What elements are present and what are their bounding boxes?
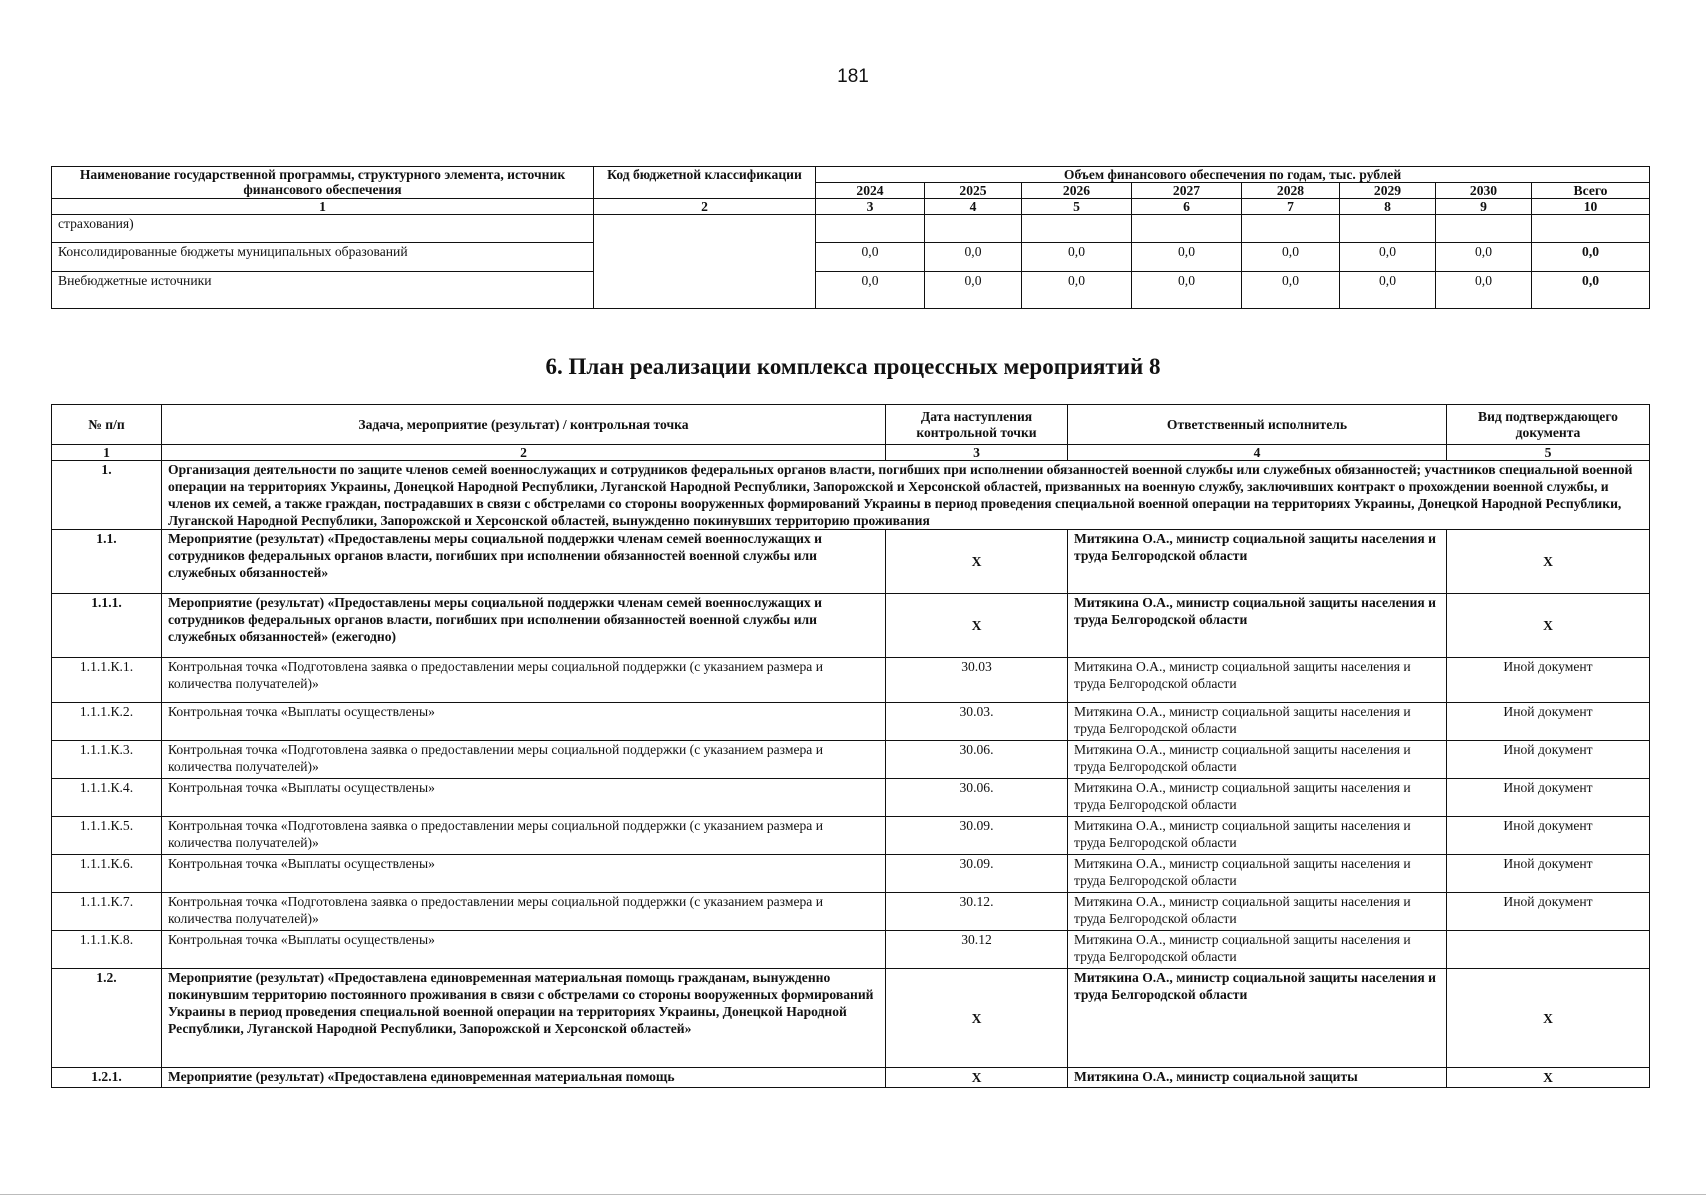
- finance-code-cell: [594, 215, 816, 309]
- row-date: 30.12.: [886, 893, 1068, 931]
- row-date: 30.03: [886, 658, 1068, 703]
- row-date: 30.12: [886, 931, 1068, 969]
- row-text: Контрольная точка «Подготовлена заявка о предоставлении меры социальной поддержки (с указанием размера и количества получателей)»: [162, 741, 886, 779]
- row-responsible: Митякина О.А., министр социальной защиты населения и труда Белгородской области: [1068, 530, 1447, 594]
- row-responsible: Митякина О.А., министр социальной защиты: [1068, 1068, 1447, 1088]
- row-doc: Иной документ: [1447, 741, 1650, 779]
- finance-value: 0,0: [816, 272, 925, 309]
- row-doc: Иной документ: [1447, 817, 1650, 855]
- total-header: Всего: [1532, 183, 1650, 199]
- finance-total: 0,0: [1532, 243, 1650, 272]
- finance-header-name: Наименование государственной программы, структурного элемента, источник финансового обеспечения: [52, 167, 594, 199]
- plan-row: [52, 779, 1650, 817]
- row-responsible: Митякина О.А., министр социальной защиты населения и труда Белгородской области: [1068, 703, 1447, 741]
- year-header: 2025: [925, 183, 1022, 199]
- row-doc: Иной документ: [1447, 855, 1650, 893]
- finance-value: 0,0: [1340, 272, 1436, 309]
- row-doc: Иной документ: [1447, 779, 1650, 817]
- finance-value: 0,0: [816, 243, 925, 272]
- row-number: 1.1.: [52, 530, 162, 594]
- row-responsible: Митякина О.А., министр социальной защиты населения и труда Белгородской области: [1068, 594, 1447, 658]
- row-responsible: Митякина О.А., министр социальной защиты населения и труда Белгородской области: [1068, 855, 1447, 893]
- row-number: 1.1.1.К.3.: [52, 741, 162, 779]
- year-header: 2029: [1340, 183, 1436, 199]
- col-number: 6: [1132, 199, 1242, 215]
- row-doc: Иной документ: [1447, 658, 1650, 703]
- row-doc: X: [1447, 530, 1650, 594]
- row-date: X: [886, 530, 1068, 594]
- scan-edge-line: [0, 1194, 1706, 1195]
- plan-row: [52, 817, 1650, 855]
- col-number: 4: [925, 199, 1022, 215]
- plan-row: [52, 1068, 1650, 1088]
- plan-header-num: № п/п: [52, 405, 162, 445]
- plan-row: [52, 969, 1650, 1068]
- finance-value: 0,0: [1132, 243, 1242, 272]
- row-date: X: [886, 594, 1068, 658]
- row-responsible: Митякина О.А., министр социальной защиты населения и труда Белгородской области: [1068, 658, 1447, 703]
- finance-header-row: [52, 167, 1650, 183]
- col-number: 8: [1340, 199, 1436, 215]
- row-responsible: Митякина О.А., министр социальной защиты населения и труда Белгородской области: [1068, 931, 1447, 969]
- col-number: 3: [816, 199, 925, 215]
- col-number: 9: [1436, 199, 1532, 215]
- row-number: 1.1.1.К.4.: [52, 779, 162, 817]
- row-responsible: Митякина О.А., министр социальной защиты населения и труда Белгородской области: [1068, 817, 1447, 855]
- finance-value: [1022, 215, 1132, 243]
- finance-value: [1132, 215, 1242, 243]
- row-number: 1.1.1.К.5.: [52, 817, 162, 855]
- row-doc: X: [1447, 1068, 1650, 1088]
- col-number: 1: [52, 199, 594, 215]
- finance-colnum-row: [52, 199, 1650, 215]
- year-header: 2026: [1022, 183, 1132, 199]
- row-number: 1.1.1.К.7.: [52, 893, 162, 931]
- row-number: 1.1.1.: [52, 594, 162, 658]
- col-number: 5: [1022, 199, 1132, 215]
- row-date: 30.06.: [886, 741, 1068, 779]
- plan-row: [52, 741, 1650, 779]
- row-number: 1.2.1.: [52, 1068, 162, 1088]
- row-text: Контрольная точка «Подготовлена заявка о предоставлении меры социальной поддержки (с указанием размера и количества получателей)»: [162, 817, 886, 855]
- finance-header-code: Код бюджетной классификации: [594, 167, 816, 199]
- plan-colnum-row: [52, 445, 1650, 461]
- finance-row-name: Внебюджетные источники: [52, 272, 594, 309]
- finance-value: [1436, 215, 1532, 243]
- row-doc: X: [1447, 969, 1650, 1068]
- row-text: Мероприятие (результат) «Предоставлена единовременная материальная помощь: [162, 1068, 886, 1088]
- page-number: 181: [837, 66, 869, 87]
- finance-value: [1532, 215, 1650, 243]
- row-responsible: Митякина О.А., министр социальной защиты населения и труда Белгородской области: [1068, 741, 1447, 779]
- plan-row: [52, 855, 1650, 893]
- row-number: 1.1.1.К.6.: [52, 855, 162, 893]
- col-number: 2: [594, 199, 816, 215]
- col-number: 7: [1242, 199, 1340, 215]
- plan-row: [52, 594, 1650, 658]
- row-responsible: Митякина О.А., министр социальной защиты населения и труда Белгородской области: [1068, 969, 1447, 1068]
- task-text: Организация деятельности по защите членов семей военнослужащих и сотрудников федеральных органов власти, погибших при исполнении обязанностей военной службы или служебных обязанностей; участников специальной военной операции на территориях Украины, Донецкой Народной Республики, Луганской Народной Республики, Запорожской и Херсонской областей, призванных на военную службу, заключивших контракт о прохождении военной службы, и членов их семей, а также граждан, пострадавших в связи с обстрелами со стороны вооруженных формирований Украины в период проведения специальной военной операции на территориях Украины, Донецкой Народной Республики, Луганской Народной Республики, Запорожской и Херсонской областей, вынужденно покинувших территорию проживания: [162, 461, 1650, 530]
- year-header: 2028: [1242, 183, 1340, 199]
- finance-value: 0,0: [1022, 243, 1132, 272]
- row-date: X: [886, 1068, 1068, 1088]
- plan-row: [52, 931, 1650, 969]
- finance-value: 0,0: [1436, 243, 1532, 272]
- col-number: 3: [886, 445, 1068, 461]
- plan-row: [52, 530, 1650, 594]
- col-number: 4: [1068, 445, 1447, 461]
- finance-row: [52, 272, 1650, 309]
- finance-value: [1242, 215, 1340, 243]
- finance-value: 0,0: [1340, 243, 1436, 272]
- row-text: Контрольная точка «Подготовлена заявка о предоставлении меры социальной поддержки (с указанием размера и количества получателей)»: [162, 893, 886, 931]
- row-doc: X: [1447, 594, 1650, 658]
- plan-header-date: Дата наступления контрольной точки: [886, 405, 1068, 445]
- row-date: X: [886, 969, 1068, 1068]
- plan-row: [52, 658, 1650, 703]
- row-number: 1.1.1.К.2.: [52, 703, 162, 741]
- plan-header-doc: Вид подтверждающего документа: [1447, 405, 1650, 445]
- finance-value: 0,0: [1436, 272, 1532, 309]
- row-text: Мероприятие (результат) «Предоставлены меры социальной поддержки членам семей военнослужащих и сотрудников федеральных органов власти, погибших при исполнении обязанностей военной службы или служебных обязанностей»: [162, 530, 886, 594]
- row-text: Контрольная точка «Выплаты осуществлены»: [162, 931, 886, 969]
- row-doc: Иной документ: [1447, 893, 1650, 931]
- row-date: 30.09.: [886, 817, 1068, 855]
- finance-row-name: страхования): [52, 215, 594, 243]
- col-number: 5: [1447, 445, 1650, 461]
- plan-table: [51, 404, 1650, 1088]
- year-header: 2027: [1132, 183, 1242, 199]
- col-number: 10: [1532, 199, 1650, 215]
- row-responsible: Митякина О.А., министр социальной защиты населения и труда Белгородской области: [1068, 893, 1447, 931]
- plan-row: [52, 703, 1650, 741]
- row-number: 1.1.1.К.1.: [52, 658, 162, 703]
- finance-row: [52, 215, 1650, 243]
- row-text: Контрольная точка «Выплаты осуществлены»: [162, 855, 886, 893]
- plan-header-responsible: Ответственный исполнитель: [1068, 405, 1447, 445]
- row-date: 30.03.: [886, 703, 1068, 741]
- finance-total: 0,0: [1532, 272, 1650, 309]
- row-text: Контрольная точка «Выплаты осуществлены»: [162, 779, 886, 817]
- row-date: 30.06.: [886, 779, 1068, 817]
- task-row: [52, 461, 1650, 530]
- row-number: 1.2.: [52, 969, 162, 1068]
- plan-row: [52, 893, 1650, 931]
- row-date: 30.09.: [886, 855, 1068, 893]
- finance-value: 0,0: [1132, 272, 1242, 309]
- row-number: 1.: [52, 461, 162, 530]
- finance-value: 0,0: [1242, 243, 1340, 272]
- plan-header-row: [52, 405, 1650, 445]
- row-number: 1.1.1.К.8.: [52, 931, 162, 969]
- row-responsible: Митякина О.А., министр социальной защиты населения и труда Белгородской области: [1068, 779, 1447, 817]
- finance-value: [1340, 215, 1436, 243]
- finance-header-volume: Объем финансового обеспечения по годам, тыс. рублей: [816, 167, 1650, 183]
- row-text: Контрольная точка «Подготовлена заявка о предоставлении меры социальной поддержки (с указанием размера и количества получателей)»: [162, 658, 886, 703]
- finance-value: 0,0: [925, 243, 1022, 272]
- row-text: Мероприятие (результат) «Предоставлена единовременная материальная помощь гражданам, вынужденно покинувшим территорию постоянного проживания в связи с обстрелами со стороны вооруженных формирований Украины в период проведения специальной военной операции на территориях Украины, Донецкой Народной Республики, Луганской Народной Республики, Запорожской и Херсонской областей»: [162, 969, 886, 1068]
- row-text: Мероприятие (результат) «Предоставлены меры социальной поддержки членам семей военнослужащих и сотрудников федеральных органов власти, погибших при исполнении обязанностей военной службы или служебных обязанностей» (ежегодно): [162, 594, 886, 658]
- finance-row-name: Консолидированные бюджеты муниципальных образований: [52, 243, 594, 272]
- year-header: 2030: [1436, 183, 1532, 199]
- col-number: 2: [162, 445, 886, 461]
- finance-value: [816, 215, 925, 243]
- finance-value: [925, 215, 1022, 243]
- col-number: 1: [52, 445, 162, 461]
- row-doc: Иной документ: [1447, 703, 1650, 741]
- finance-table: [51, 166, 1650, 309]
- finance-value: 0,0: [925, 272, 1022, 309]
- plan-header-task: Задача, мероприятие (результат) / контрольная точка: [162, 405, 886, 445]
- row-text: Контрольная точка «Выплаты осуществлены»: [162, 703, 886, 741]
- finance-value: 0,0: [1242, 272, 1340, 309]
- finance-row: [52, 243, 1650, 272]
- row-doc: [1447, 931, 1650, 969]
- year-header: 2024: [816, 183, 925, 199]
- finance-value: 0,0: [1022, 272, 1132, 309]
- section-title: 6. План реализации комплекса процессных мероприятий 8: [545, 354, 1161, 379]
